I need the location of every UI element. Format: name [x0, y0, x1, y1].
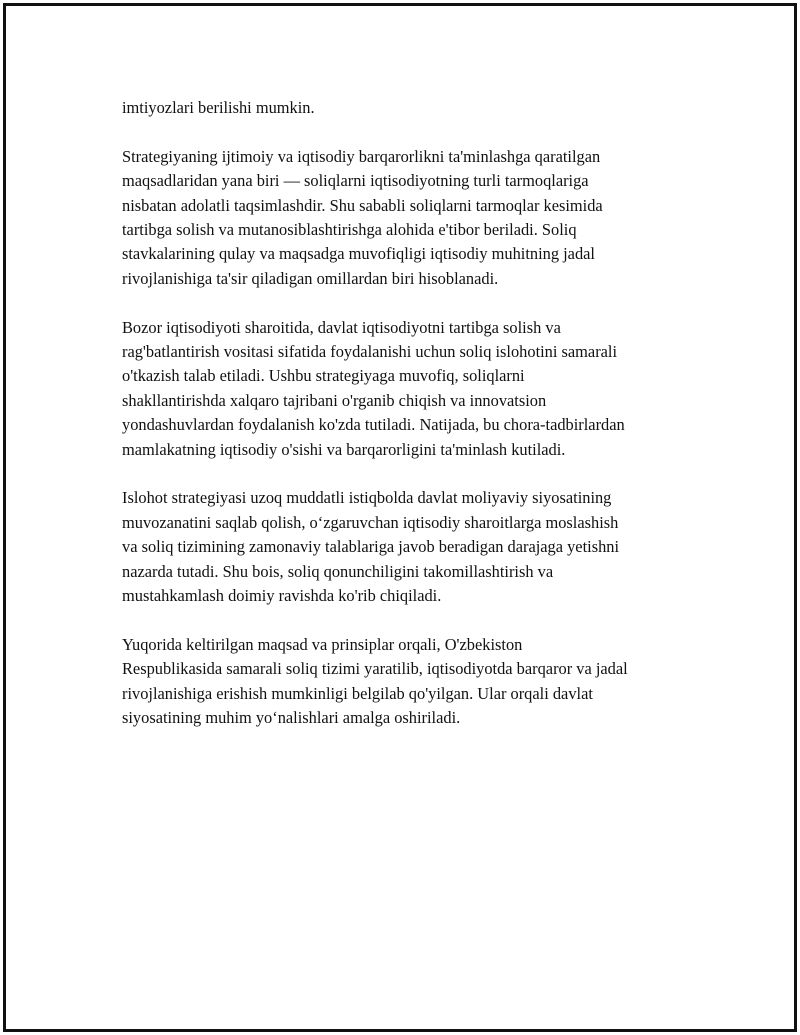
text-line: mustahkamlash doimiy ravishda ko'rib chiqiladi.	[122, 586, 442, 606]
text-line: imtiyozlari berilishi mumkin.	[122, 98, 315, 117]
paragraph-3	[122, 316, 702, 462]
text-line: mamlakatning iqtisodiy o'sishi va barqarorligini ta'minlash kutiladi.	[122, 439, 566, 459]
text-line: rag'batlantirish vositasi sifatida foydalanishi uchun soliq islohotini samarali	[122, 342, 618, 362]
text-line: siyosatining muhim yo‘nalishlari amalga oshiriladi.	[122, 708, 461, 728]
text-line: muvozanatini saqlab qolish, o‘zgaruvchan iqtisodiy sharoitlarga moslashish	[122, 512, 619, 532]
text-line: yondashuvlardan foydalanish ko'zda tutiladi. Natijada, bu chora-tadbirlardan	[122, 415, 625, 435]
text-line: nazarda tutadi. Shu bois, soliq qonunchiligini takomillashtirish va	[122, 561, 554, 581]
text-line: maqsadlaridan yana biri — soliqlarni iqtisodiyotning turli tarmoqlariga	[122, 171, 589, 191]
text-line: nisbatan adolatli taqsimlashdir. Shu sababli soliqlarni tarmoqlar kesimida	[122, 195, 603, 215]
text-line: o'tkazish talab etiladi. Ushbu strategiyaga muvofiq, soliqlarni	[122, 366, 525, 386]
text-line: Strategiyaning ijtimoiy va iqtisodiy barqarorlikni ta'minlashga qaratilgan	[122, 146, 601, 166]
text-line: stavkalarining qulay va maqsadga muvofiqligi iqtisodiy muhitning jadal	[122, 244, 595, 264]
text-line: tartibga solish va mutanosiblashtirishga alohida e'tibor beriladi. Soliq	[122, 220, 577, 240]
text-line: Bozor iqtisodiyoti sharoitida, davlat iqtisodiyotni tartibga solish va	[122, 317, 561, 337]
text-line: va soliq tizimining zamonaviy talablariga javob beradigan darajaga yetishni	[122, 537, 620, 557]
paragraph-5	[122, 633, 702, 731]
text-line: rivojlanishiga ta'sir qiladigan omillardan biri hisoblanadi.	[122, 268, 499, 288]
text-line: rivojlanishiga erishish mumkinligi belgilab qo'yilgan. Ular orqali davlat	[122, 683, 593, 703]
paragraph-4	[122, 486, 702, 608]
text-line: shakllantirishda xalqaro tajribani o'rganib chiqish va innovatsion	[122, 390, 547, 410]
text-line: Respublikasida samarali soliq tizimi yaratilib, iqtisodiyotda barqaror va jadal	[122, 659, 628, 679]
paragraph-2	[122, 145, 702, 291]
document-body	[122, 96, 702, 755]
text-line: Yuqorida keltirilgan maqsad va prinsiplar orqali, O'zbekiston	[122, 634, 523, 654]
paragraph-1	[122, 96, 702, 120]
text-line: Islohot strategiyasi uzoq muddatli istiqbolda davlat moliyaviy siyosatining	[122, 488, 612, 508]
page-frame	[3, 3, 797, 1032]
